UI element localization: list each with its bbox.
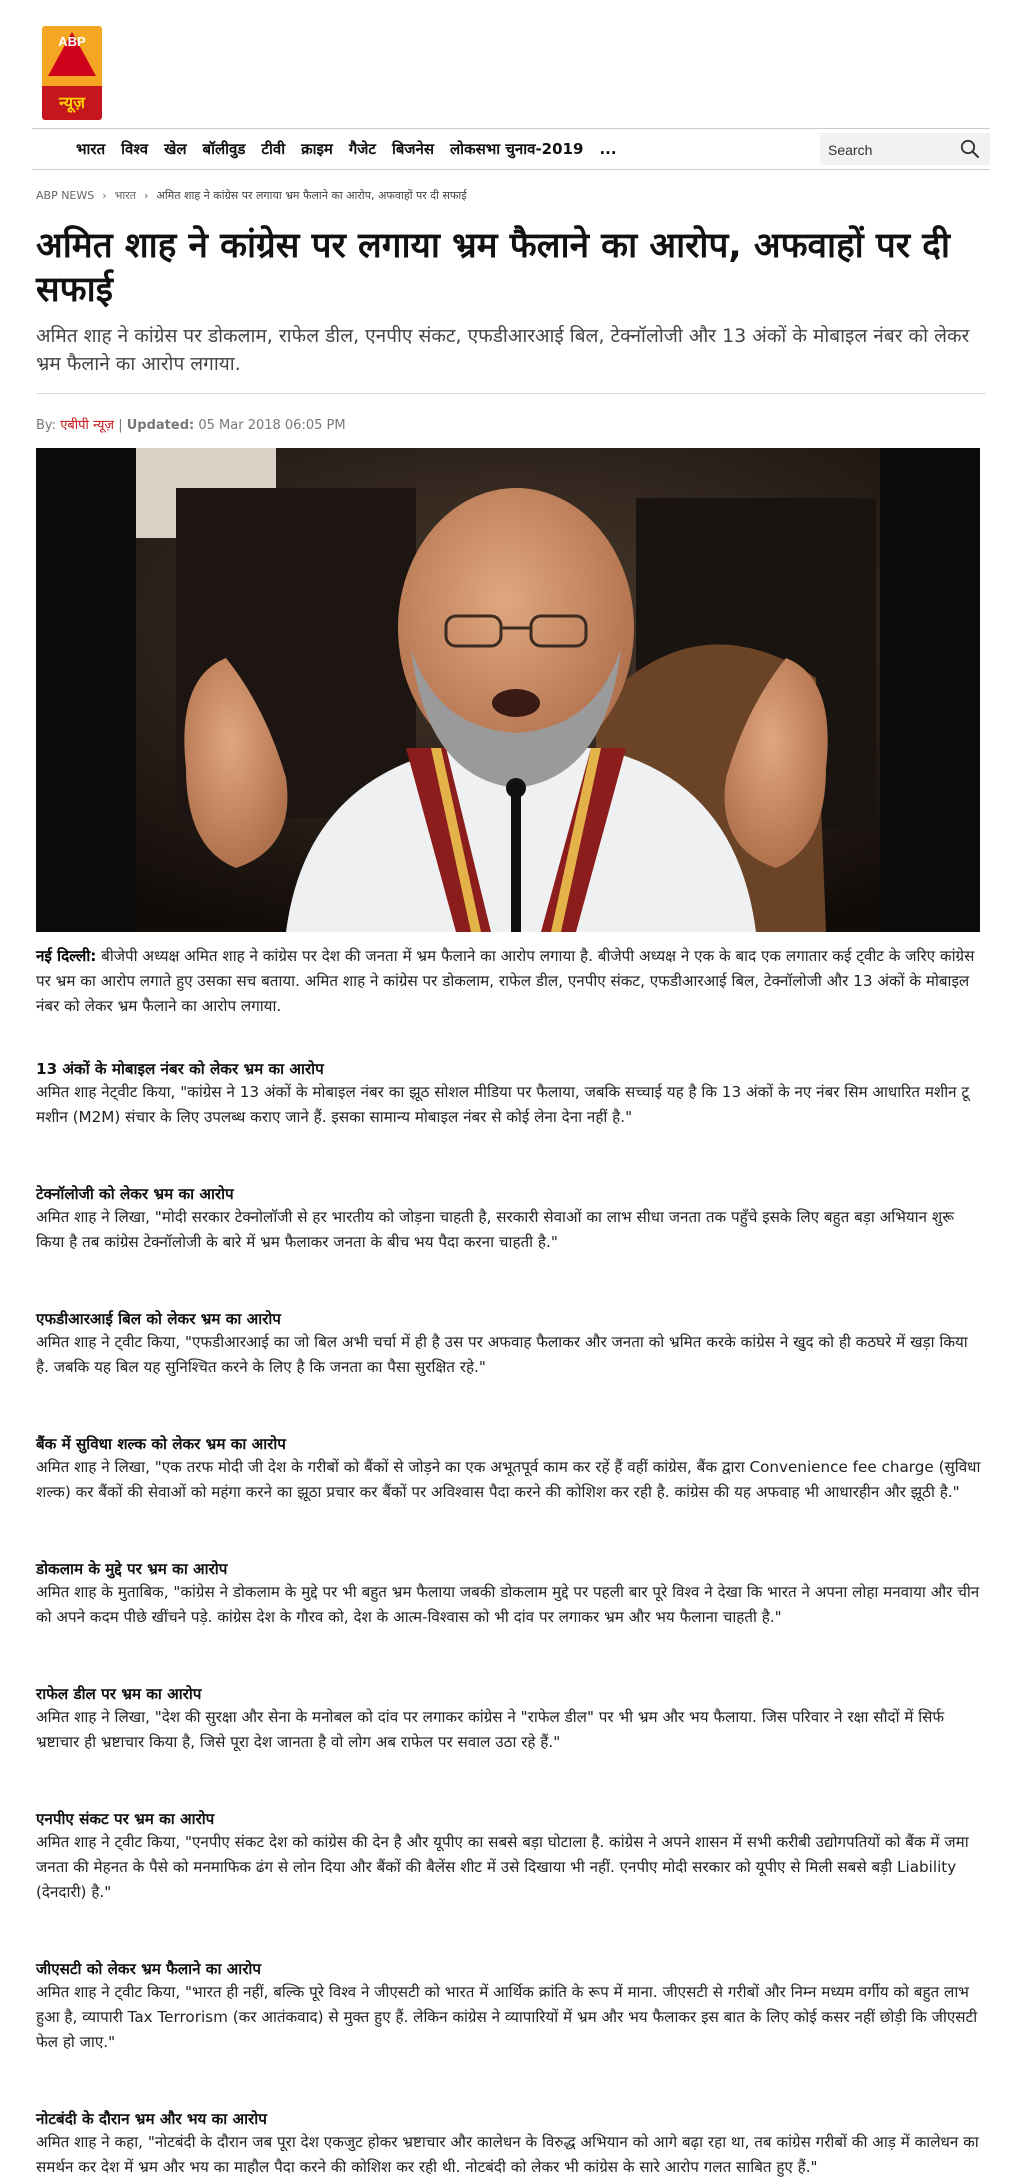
lead-paragraph (36, 944, 984, 1019)
author-link[interactable]: एबीपी न्यूज़ (60, 418, 115, 433)
updated-label: Updated: (126, 418, 195, 433)
divider (36, 393, 986, 394)
section-text: अमित शाह ने कहा, "नोटबंदी के दौरान जब पूरा देश एकजुट होकर भ्रष्टाचार और कालेधन के विरुद्ध अभियान को आगे बढ़ा रहा था, तब कांग्रेस गरीबों की आड़ में कालेधन का समर्थन कर देश में भ्रम और भय का माहौल पैदा करने की कोशिश कर रही थी. नोटबंदी को लेकर भी कांग्रेस के सारे आरोप गलत साबित हुए हैं." (36, 2133, 979, 2176)
dateline-place: नई दिल्ली: (36, 947, 97, 965)
breadcrumb-chevron-icon: › (144, 189, 149, 202)
updated-date: 05 Mar 2018 06:05 PM (198, 418, 346, 433)
nav-item-vishwa[interactable]: विश्व (121, 140, 149, 158)
search-icon[interactable] (960, 139, 980, 159)
section-title: जीएसटी को लेकर भ्रम फैलाने का आरोप (36, 1960, 261, 1978)
section-text: अमित शाह के मुताबिक, "कांग्रेस ने डोकलाम के मुद्दे पर भी बहुत भ्रम फैलाया जबकी डोकलाम मुद्दे पर पहली बार पूरे विश्व ने देखा कि भारत ने अपना लोहा मनवाया और चीन को अपने कदम पीछे खींचने पड़े. कांग्रेस देश के गौरव को, देश के आत्म-विश्वास को भी दांव पर लगाकर भ्रम और भय फैलाना चाहती है." (36, 1583, 980, 1626)
logo-news-text: न्यूज़ (42, 86, 102, 120)
breadcrumb-home[interactable]: ABP NEWS (36, 189, 95, 202)
breadcrumb-section[interactable]: भारत (114, 189, 137, 202)
section-title: डोकलाम के मुद्दे पर भ्रम का आरोप (36, 1560, 228, 1578)
section-text: अमित शाह ने ट्वीट किया, "एफडीआरआई का जो बिल अभी चर्चा में ही है उस पर अफवाह फैलाकर और जनता को भ्रमित करके कांग्रेस ने खुद को ही कठघरे में खड़ा किया है. जबकि यह बिल यह सुनिश्चित करने के लिए है कि जनता का पैसा सुरक्षित रहे." (36, 1333, 968, 1376)
abp-news-logo[interactable] (42, 26, 102, 120)
section-title: राफेल डील पर भ्रम का आरोप (36, 1685, 202, 1703)
section-title: नोटबंदी के दौरान भ्रम और भय का आरोप (36, 2110, 267, 2128)
section-text: अमित शाह ने ट्वीट किया, "भारत ही नहीं, बल्कि पूरे विश्व ने जीएसटी को भारत में आर्थिक क्रांति के रूप में माना. जीएसटी से गरीबों और निम्न मध्यम वर्गीय को बहुत लाभ हुआ है, व्यापारी Tax Terrorism (कर आतंकवाद) से मुक्त हुए हैं. लेकिन कांग्रेस ने व्यापारियों में भ्रम और भय फैलाकर इस बात के लिए कोई कसर नहीं छोड़ी कि जीएसटी फेल हो जाए." (36, 1983, 978, 2051)
breadcrumb-current: अमित शाह ने कांग्रेस पर लगाया भ्रम फैलाने का आरोप, अफवाहों पर दी सफाई (156, 189, 467, 202)
lead-text: बीजेपी अध्यक्ष अमित शाह ने कांग्रेस पर देश की जनता में भ्रम फैलाने का आरोप लगाया है. बीजेपी अध्यक्ष ने एक के बाद एक लगातार कई ट्वीट के जरिए कांग्रेस पर भ्रम का आरोप लगाते हुए उसका सच बताया. अमित शाह ने कांग्रेस पर डोकलाम, राफेल डील, एनपीए संकट, एफडीआरआई बिल, टेक्नॉलोजी और 13 अंकों के मोबाइल नंबर को लेकर भ्रम फैलाने का आरोप लगाया. (36, 947, 975, 1015)
hero-photo-illustration (36, 448, 980, 932)
section-title: एफडीआरआई बिल को लेकर भ्रम का आरोप (36, 1310, 281, 1328)
article-summary: अमित शाह ने कांग्रेस पर डोकलाम, राफेल डील, एनपीए संकट, एफडीआरआई बिल, टेक्नॉलोजी और 13 अंकों के मोबाइल नंबर को लेकर भ्रम फैलाने का आरोप लगाया. (36, 325, 970, 375)
article-body (36, 944, 984, 2180)
by-label: By: (36, 418, 57, 433)
breadcrumb (36, 188, 467, 203)
byline: By: एबीपी न्यूज़ | Updated: 05 Mar 2018 06:05 PM (36, 418, 346, 433)
section-title: 13 अंकों के मोबाइल नंबर को लेकर भ्रम का आरोप (36, 1060, 324, 1078)
main-nav (32, 128, 990, 170)
logo-abp-text: ABP (58, 34, 86, 49)
section-text: अमित शाह नेट्वीट किया, "कांग्रेस ने 13 अंकों के मोबाइल नंबर का झूठ सोशल मीडिया पर फैलाया, जबकि सच्चाई यह है कि 13 अंकों के नए नंबर सिम आधारित मशीन टू मशीन (M2M) संचार के लिए उपलब्ध कराए जाने हैं. इसका सामान्य मोबाइल नंबर से कोई लेना देना नहीं है." (36, 1083, 970, 1126)
nav-item-more[interactable]: ... (599, 140, 617, 158)
nav-item-business[interactable]: बिजनेस (391, 140, 435, 158)
nav-items (76, 129, 633, 169)
section-title: बैंक में सुविधा शल्क को लेकर भ्रम का आरोप (36, 1435, 286, 1453)
section-title: टेक्नॉलोजी को लेकर भ्रम का आरोप (36, 1185, 234, 1203)
breadcrumb-chevron-icon: › (102, 189, 107, 202)
section-text: अमित शाह ने ट्वीट किया, "एनपीए संकट देश को कांग्रेस की देन है और यूपीए का सबसे बड़ा घोटाला है. कांग्रेस ने अपने शासन में सभी करीबी उद्योगपतियों को बैंक में जमा जनता की मेहनत के पैसे को मनमाफिक ढंग से लोन दिया और बैंकों की बैलेंस शीट में उसे दिखाया भी नहीं. एनपीए मोदी सरकार को यूपीए से मिली सबसे बड़ी Liability (देनदारी) है." (36, 1833, 969, 1901)
search-input[interactable] (826, 137, 950, 163)
nav-item-crime[interactable]: क्राइम (301, 140, 333, 158)
nav-item-tv[interactable]: टीवी (261, 140, 286, 158)
nav-item-bharat[interactable]: भारत (76, 140, 106, 158)
section-text: अमित शाह ने लिखा, "मोदी सरकार टेक्नोलॉजी से हर भारतीय को जोड़ना चाहती है, सरकारी सेवाओं का लाभ सीधा जनता तक पहुँचे इसके लिए बहुत बड़ा अभियान शुरू किया है तब कांग्रेस टेक्नॉलोजी के बारे में भ्रम फैलाकर जनता के बीच भय पैदा करना चाहती है." (36, 1208, 954, 1251)
section-title: एनपीए संकट पर भ्रम का आरोप (36, 1810, 215, 1828)
section-text: अमित शाह ने लिखा, "देश की सुरक्षा और सेना के मनोबल को दांव पर लगाकर कांग्रेस ने "राफेल डील" पर भी भ्रम और भय फैलाया. जिस परिवार ने रक्षा सौदों में सिर्फ भ्रष्टाचार ही भ्रष्टाचार किया है, जिसे पूरा देश जानता है वो लोग अब राफेल पर सवाल उठा रहे हैं." (36, 1708, 945, 1751)
nav-item-khel[interactable]: खेल (164, 140, 187, 158)
article-headline: अमित शाह ने कांग्रेस पर लगाया भ्रम फैलाने का आरोप, अफवाहों पर दी सफाई (36, 226, 950, 310)
section-text: अमित शाह ने लिखा, "एक तरफ मोदी जी देश के गरीबों को बैंकों से जोड़ने का एक अभूतपूर्व काम कर रहें हैं वहीं कांग्रेस, बैंक द्वारा Convenience fee charge (सुविधा शल्क) कर बैंकों की सेवाओं को महंगा करने का झूठा प्रचार कर बैंकों पर अविश्वास पैदा करने की कोशिश कर रही है. कांग्रेस की यह अफवाह भी आधारहीन और झूठी है." (36, 1458, 981, 1501)
hero-photo (36, 448, 980, 932)
nav-item-election[interactable]: लोकसभा चुनाव-2019 (450, 140, 584, 158)
search-box (820, 133, 990, 165)
nav-item-gadget[interactable]: गैजेट (348, 140, 376, 158)
nav-item-bollywood[interactable]: बॉलीवुड (202, 140, 246, 158)
